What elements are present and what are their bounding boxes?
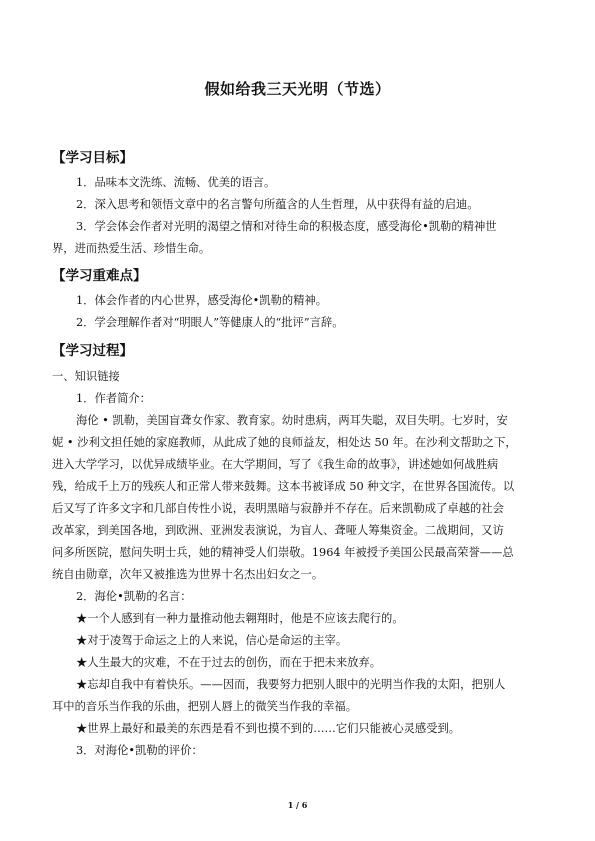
quote-4: ★忘却自我中有着快乐。——因而，我要努力把别人眼中的光明当作我的太阳，把别人 bbox=[76, 678, 506, 691]
goal-item-3-cont: 界，进而热爱生活、珍惜生命。 bbox=[52, 242, 211, 255]
page-number: 1 / 6 bbox=[287, 800, 308, 810]
quote-5: ★世界上最好和最美的东西是看不到也摸不到的……它们只能被心灵感受到。 bbox=[76, 722, 461, 735]
section-knowledge: 一、知识链接 bbox=[52, 370, 120, 383]
goal-item-2: 2．深入思考和领悟文章中的名言警句所蕴含的人生哲理，从中获得有益的启迪。 bbox=[76, 198, 479, 211]
sub-quotes: 2．海伦•凯勒的名言： bbox=[76, 590, 192, 603]
process-heading: 【学习过程】 bbox=[52, 343, 133, 359]
goals-heading: 【学习目标】 bbox=[52, 150, 133, 166]
keypoint-item-2: 2．学会理解作者对“明眼人”等健康人的“批评”言辞。 bbox=[76, 316, 344, 329]
bio-line-1: 海伦 • 凯勒，美国盲聋女作家、教育家。幼时患病，两耳失聪，双目失明。七岁时，安 bbox=[76, 414, 508, 427]
quote-2: ★对于凌驾于命运之上的人来说，信心是命运的主宰。 bbox=[76, 634, 348, 647]
quote-4-cont: 耳中的音乐当作我的乐曲，把别人唇上的微笑当作我的幸福。 bbox=[52, 700, 358, 713]
goal-item-3: 3．学会体会作者对光明的渴望之情和对待生命的积极态度，感受海伦•凯勒的精神世 bbox=[76, 220, 497, 233]
bio-line-8: 统自由勋章，次年又被推选为世界十名杰出妇女之一。 bbox=[52, 568, 324, 581]
goal-item-1: 1．品味本文洗练、流畅、优美的语言。 bbox=[76, 176, 276, 189]
quote-3: ★人生最大的灾难，不在于过去的创伤，而在于把未来放弃。 bbox=[76, 656, 382, 669]
bio-line-7: 问多所医院，慰问失明士兵，她的精神受人们崇敬。1964 年被授予美国公民最高荣誉——总 bbox=[52, 546, 514, 559]
bio-line-4: 残，给成千上万的残疾人和正常人带来鼓舞。这本书被译成 50 种文字，在世界各国流传。以 bbox=[52, 480, 515, 493]
quote-1: ★一个人感到有一种力量推动他去翱翔时，他是不应该去爬行的。 bbox=[76, 612, 404, 625]
bio-line-2: 妮 • 沙利文担任她的家庭教师，从此成了她的良师益友，相处达 50 年。在沙利文帮助之下， bbox=[52, 436, 517, 449]
page-title: 假如给我三天光明（节选） bbox=[204, 80, 391, 98]
keypoint-item-1: 1．体会作者的内心世界，感受海伦•凯勒的精神。 bbox=[76, 294, 328, 307]
bio-line-3: 进入大学学习，以优异成绩毕业。在大学期间，写了《我生命的故事》，讲述她如何战胜病 bbox=[52, 458, 499, 471]
keypoints-heading: 【学习重难点】 bbox=[52, 268, 147, 284]
bio-line-6: 改革家，到美国各地，到欧洲、亚洲发表演说，为盲人、聋哑人筹集资金。二战期间，又访 bbox=[52, 524, 504, 537]
bio-line-5: 后又写了许多文字和几部自传性小说，表明黑暗与寂静并不存在。后来凯勒成了卓越的社会 bbox=[52, 502, 504, 515]
sub-author-intro: 1．作者简介： bbox=[76, 392, 151, 405]
sub-evaluation: 3．对海伦•凯勒的评价： bbox=[76, 744, 203, 757]
